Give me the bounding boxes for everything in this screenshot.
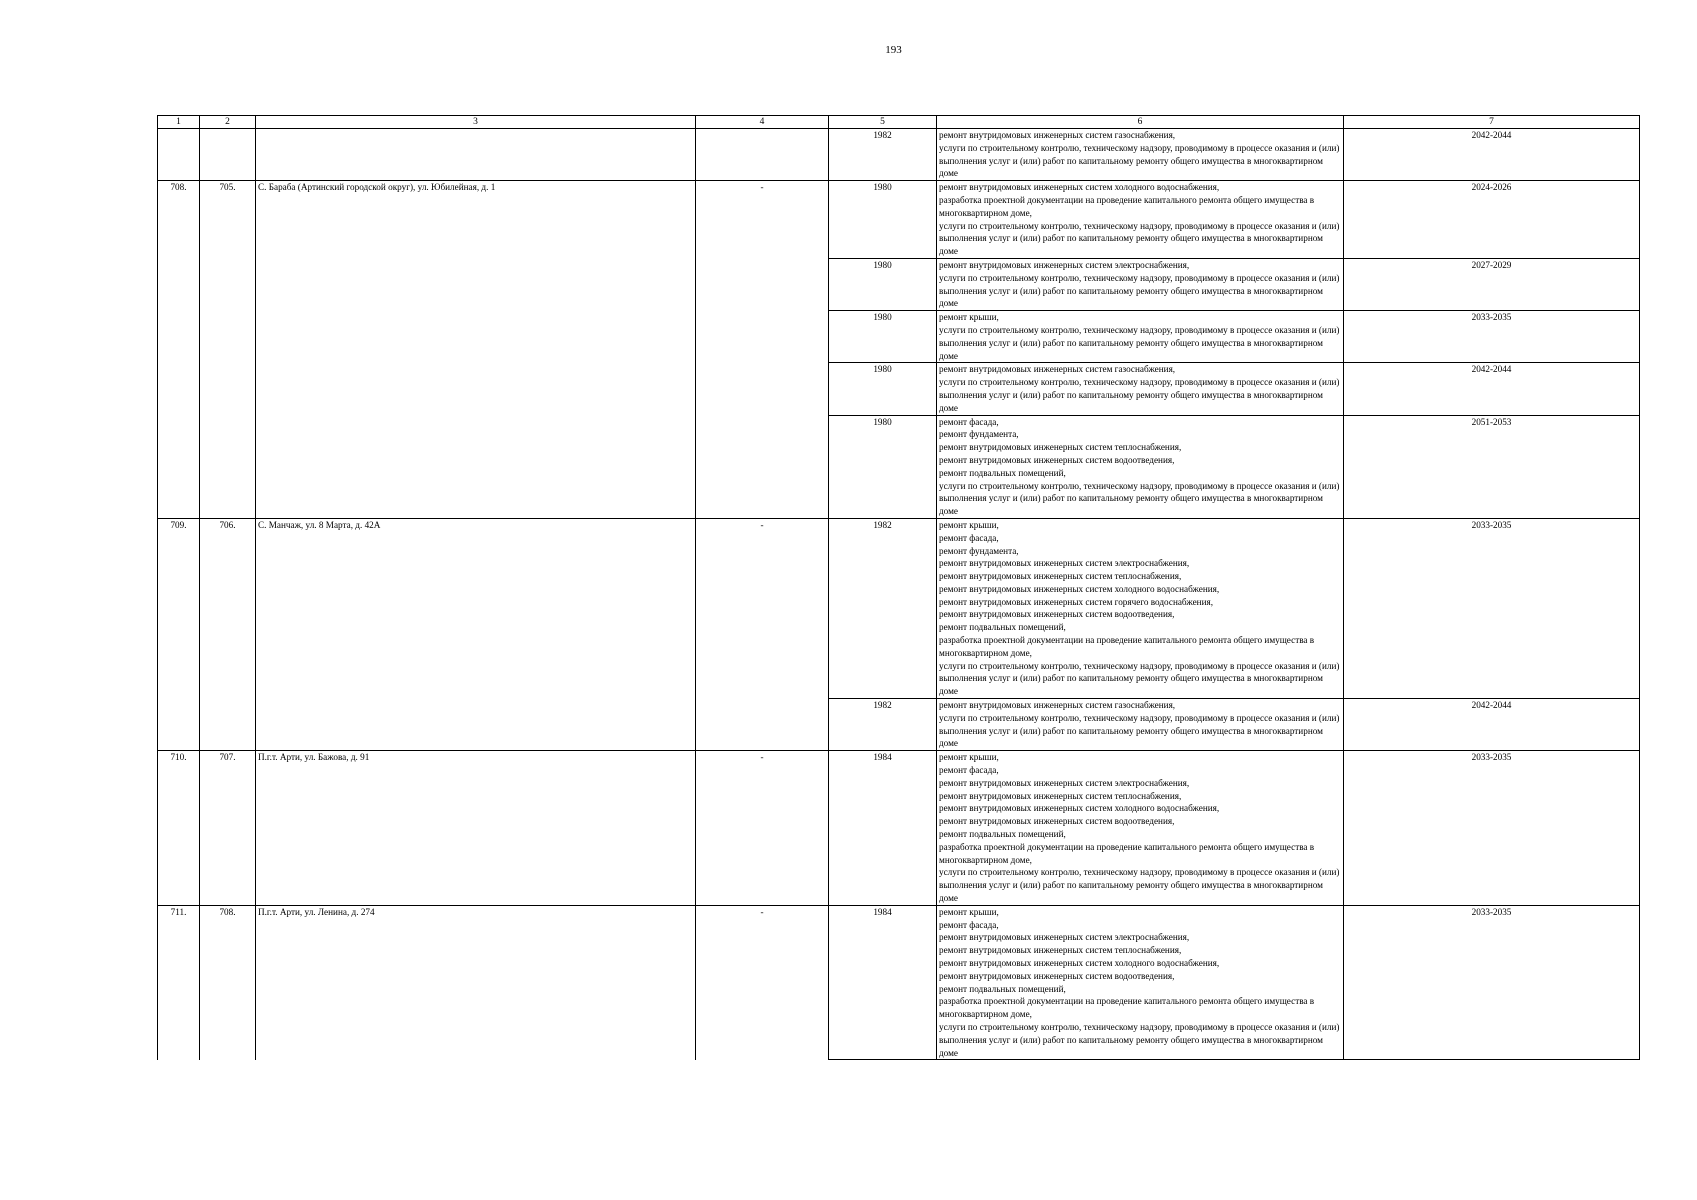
year-cell: 1980 xyxy=(829,258,937,310)
column-number-row xyxy=(158,116,1640,129)
address-cell: П.г.т. Арти, ул. Ленина, д. 274 xyxy=(256,905,696,1060)
address-cell: П.г.т. Арти, ул. Бажова, д. 91 xyxy=(256,751,696,906)
record-number-cell: 709. xyxy=(158,518,200,750)
works-cell: ремонт крыши, ремонт фасада, ремонт внутридомовых инженерных систем электроснабжения, ремонт внутридомовых инженерных систем теплоснабжения, ремонт внутридомовых инженерных систем холодного водоснабжения, ремонт внутридомовых инженерных систем водоотведения, ремонт подвальных помещений, разработка проектной документации на проведение капитального ремонта общего имущества в многоквартирном доме, услуги по строительному контролю, техническому надзору, проводимому в процессе оказания и (или) выполнения услуг и (или) работ по капитальному ремонту общего имущества в многоквартирном доме xyxy=(937,905,1344,1060)
capital-repair-table xyxy=(157,115,1640,1060)
works-cell: ремонт внутридомовых инженерных систем газоснабжения, услуги по строительному контролю, техническому надзору, проводимому в процессе оказания и (или) выполнения услуг и (или) работ по капитальному ремонту общего имущества в многоквартирном доме xyxy=(937,363,1344,415)
period-cell: 2033-2035 xyxy=(1344,751,1640,906)
period-cell: 2042-2044 xyxy=(1344,129,1640,181)
record-number-cell xyxy=(158,129,200,181)
table-row xyxy=(158,905,1640,1060)
works-cell: ремонт внутридомовых инженерных систем холодного водоснабжения, разработка проектной документации на проведение капитального ремонта общего имущества в многоквартирном доме, услуги по строительному контролю, техническому надзору, проводимому в процессе оказания и (или) выполнения услуг и (или) работ по капитальному ремонту общего имущества в многоквартирном доме xyxy=(937,181,1344,259)
period-cell: 2033-2035 xyxy=(1344,311,1640,363)
column-4-cell xyxy=(696,129,829,181)
column-4-cell: - xyxy=(696,518,829,750)
period-cell: 2033-2035 xyxy=(1344,905,1640,1060)
year-cell: 1980 xyxy=(829,311,937,363)
table-row xyxy=(158,129,1640,181)
table-row xyxy=(158,181,1640,259)
works-cell: ремонт крыши, услуги по строительному контролю, техническому надзору, проводимому в процессе оказания и (или) выполнения услуг и (или) работ по капитальному ремонту общего имущества в многоквартирном доме xyxy=(937,311,1344,363)
column-4-cell: - xyxy=(696,751,829,906)
period-cell: 2051-2053 xyxy=(1344,415,1640,518)
address-cell: С. Манчаж, ул. 8 Марта, д. 42А xyxy=(256,518,696,750)
works-cell: ремонт внутридомовых инженерных систем газоснабжения, услуги по строительному контролю, техническому надзору, проводимому в процессе оказания и (или) выполнения услуг и (или) работ по капитальному ремонту общего имущества в многоквартирном доме xyxy=(937,699,1344,751)
works-cell: ремонт внутридомовых инженерных систем газоснабжения, услуги по строительному контролю, техническому надзору, проводимому в процессе оказания и (или) выполнения услуг и (или) работ по капитальному ремонту общего имущества в многоквартирном доме xyxy=(937,129,1344,181)
year-cell: 1980 xyxy=(829,363,937,415)
column-4-cell: - xyxy=(696,905,829,1060)
year-cell: 1984 xyxy=(829,905,937,1060)
works-cell: ремонт внутридомовых инженерных систем электроснабжения, услуги по строительному контролю, техническому надзору, проводимому в процессе оказания и (или) выполнения услуг и (или) работ по капитальному ремонту общего имущества в многоквартирном доме xyxy=(937,258,1344,310)
period-cell: 2027-2029 xyxy=(1344,258,1640,310)
column-header: 6 xyxy=(937,116,1344,129)
record-number-cell: 706. xyxy=(200,518,256,750)
works-cell: ремонт крыши, ремонт фасада, ремонт внутридомовых инженерных систем электроснабжения, ремонт внутридомовых инженерных систем теплоснабжения, ремонт внутридомовых инженерных систем холодного водоснабжения, ремонт внутридомовых инженерных систем водоотведения, ремонт подвальных помещений, разработка проектной документации на проведение капитального ремонта общего имущества в многоквартирном доме, услуги по строительному контролю, техническому надзору, проводимому в процессе оказания и (или) выполнения услуг и (или) работ по капитальному ремонту общего имущества в многоквартирном доме xyxy=(937,751,1344,906)
column-header: 2 xyxy=(200,116,256,129)
record-number-cell xyxy=(200,129,256,181)
column-header: 3 xyxy=(256,116,696,129)
record-number-cell: 707. xyxy=(200,751,256,906)
year-cell: 1980 xyxy=(829,181,937,259)
year-cell: 1982 xyxy=(829,699,937,751)
year-cell: 1984 xyxy=(829,751,937,906)
page-number: 193 xyxy=(885,44,902,56)
period-cell: 2042-2044 xyxy=(1344,699,1640,751)
year-cell: 1980 xyxy=(829,415,937,518)
record-number-cell: 708. xyxy=(158,181,200,519)
year-cell: 1982 xyxy=(829,129,937,181)
record-number-cell: 705. xyxy=(200,181,256,519)
record-number-cell: 708. xyxy=(200,905,256,1060)
column-header: 1 xyxy=(158,116,200,129)
column-header: 7 xyxy=(1344,116,1640,129)
column-4-cell: - xyxy=(696,181,829,519)
address-cell xyxy=(256,129,696,181)
address-cell: С. Бараба (Артинский городской округ), ул. Юбилейная, д. 1 xyxy=(256,181,696,519)
year-cell: 1982 xyxy=(829,518,937,698)
record-number-cell: 711. xyxy=(158,905,200,1060)
period-cell: 2042-2044 xyxy=(1344,363,1640,415)
column-header: 4 xyxy=(696,116,829,129)
works-cell: ремонт фасада, ремонт фундамента, ремонт внутридомовых инженерных систем теплоснабжения, ремонт внутридомовых инженерных систем водоотведения, ремонт подвальных помещений, услуги по строительному контролю, техническому надзору, проводимому в процессе оказания и (или) выполнения услуг и (или) работ по капитальному ремонту общего имущества в многоквартирном доме xyxy=(937,415,1344,518)
table-row xyxy=(158,518,1640,698)
column-header: 5 xyxy=(829,116,937,129)
table-row xyxy=(158,751,1640,906)
period-cell: 2024-2026 xyxy=(1344,181,1640,259)
works-cell: ремонт крыши, ремонт фасада, ремонт фундамента, ремонт внутридомовых инженерных систем электроснабжения, ремонт внутридомовых инженерных систем теплоснабжения, ремонт внутридомовых инженерных систем холодного водоснабжения, ремонт внутридомовых инженерных систем горячего водоснабжения, ремонт внутридомовых инженерных систем водоотведения, ремонт подвальных помещений, разработка проектной документации на проведение капитального ремонта общего имущества в многоквартирном доме, услуги по строительному контролю, техническому надзору, проводимому в процессе оказания и (или) выполнения услуг и (или) работ по капитальному ремонту общего имущества в многоквартирном доме xyxy=(937,518,1344,698)
record-number-cell: 710. xyxy=(158,751,200,906)
period-cell: 2033-2035 xyxy=(1344,518,1640,698)
